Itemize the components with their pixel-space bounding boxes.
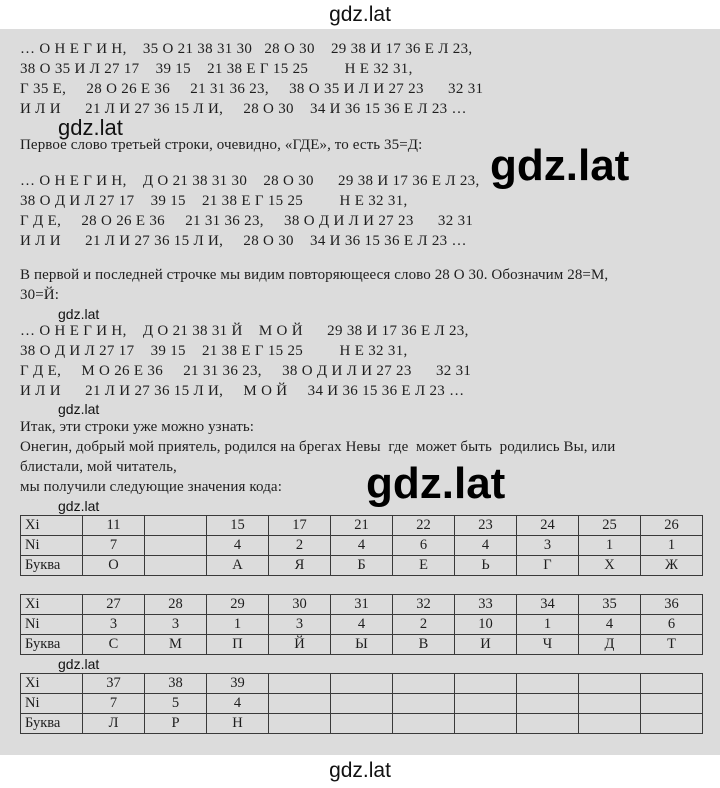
cell: 6: [393, 536, 455, 556]
code-line: И Л И 21 Л И 27 36 15 Л И, 28 О 30 34 И 36 15 36 Е Л 23 …: [20, 101, 467, 117]
table-row-xi: [21, 595, 703, 615]
cell: [641, 694, 703, 714]
cell: 4: [331, 536, 393, 556]
cell: [455, 714, 517, 734]
code-line: 38 О Д И Л 27 17 39 15 21 38 Е Г 15 25 Н Е 32 31,: [20, 193, 408, 209]
cell: 4: [579, 615, 641, 635]
cell: [517, 674, 579, 694]
cell: [517, 694, 579, 714]
row-header: Xi: [21, 595, 83, 615]
cell: 39: [207, 674, 269, 694]
watermark-label: gdz.lat: [58, 115, 123, 140]
cell: 33: [455, 595, 517, 615]
note-line: 30=Й:: [20, 287, 59, 303]
cell: 27: [83, 595, 145, 615]
cell: 38: [145, 674, 207, 694]
row-header: Буква: [21, 714, 83, 734]
table-row-letter: [21, 714, 703, 734]
cell: 22: [393, 516, 455, 536]
watermark-large: gdz.lat: [490, 141, 630, 190]
cell: О: [83, 556, 145, 576]
cell: Й: [269, 635, 331, 655]
cell: Р: [145, 714, 207, 734]
cell: 11: [83, 516, 145, 536]
cell: Я: [269, 556, 331, 576]
watermark-label: gdz.lat: [58, 498, 100, 514]
cell: 28: [145, 595, 207, 615]
cell: 4: [455, 536, 517, 556]
code-line: Г 35 Е, 28 О 26 Е 36 21 31 36 23, 38 О 35 И Л И 27 23 32 31: [20, 81, 484, 97]
cell: 3: [145, 615, 207, 635]
cell: 5: [145, 694, 207, 714]
cell: 2: [269, 536, 331, 556]
code-line: 38 О Д И Л 27 17 39 15 21 38 Е Г 15 25 Н Е 32 31,: [20, 343, 408, 359]
cell: [145, 536, 207, 556]
cell: [517, 714, 579, 734]
code-line: 38 О 35 И Л 27 17 39 15 21 38 Е Г 15 25 Н Е 32 31,: [20, 61, 413, 77]
cell: 1: [207, 615, 269, 635]
row-header: Ni: [21, 615, 83, 635]
cell: 35: [579, 595, 641, 615]
cell: 23: [455, 516, 517, 536]
cell: 37: [83, 674, 145, 694]
code-line: Г Д Е, 28 О 26 Е 36 21 31 36 23, 38 О Д И Л И 27 23 32 31: [20, 213, 474, 229]
cell: [145, 516, 207, 536]
cell: Г: [517, 556, 579, 576]
note-line: В первой и последней строчке мы видим повторяющееся слово 28 О 30. Обозначим 28=М,: [20, 267, 609, 283]
scanned-page: [0, 29, 720, 755]
code-line: И Л И 21 Л И 27 36 15 Л И, М О Й 34 И 36 15 36 Е Л 23 …: [20, 383, 465, 399]
code-table-2: [20, 594, 703, 655]
code-table-1: [20, 515, 703, 576]
code-table-3: [20, 673, 703, 734]
cell: 4: [331, 615, 393, 635]
cell: 4: [207, 536, 269, 556]
code-line: Г Д Е, М О 26 Е 36 21 31 36 23, 38 О Д И Л И 27 23 32 31: [20, 363, 472, 379]
row-header: Ni: [21, 694, 83, 714]
watermark-label: gdz.lat: [58, 401, 100, 417]
cell: [641, 714, 703, 734]
cell: Ы: [331, 635, 393, 655]
cell: Т: [641, 635, 703, 655]
watermark-bottom: gdz.lat: [329, 759, 391, 782]
note-line: Первое слово третьей строки, очевидно, «ГДЕ», то есть 35=Д:: [20, 137, 423, 153]
watermark-label: gdz.lat: [58, 306, 100, 322]
cell: 15: [207, 516, 269, 536]
cell: 36: [641, 595, 703, 615]
cell: 24: [517, 516, 579, 536]
code-line: И Л И 21 Л И 27 36 15 Л И, 28 О 30 34 И 36 15 36 Е Л 23 …: [20, 233, 467, 249]
cell: [393, 714, 455, 734]
cell: 3: [83, 615, 145, 635]
cell: [455, 694, 517, 714]
cell: [331, 694, 393, 714]
cell: 34: [517, 595, 579, 615]
cell: 32: [393, 595, 455, 615]
cell: 17: [269, 516, 331, 536]
cell: Б: [331, 556, 393, 576]
cell: 7: [83, 694, 145, 714]
row-header: Буква: [21, 556, 83, 576]
table-row-ni: [21, 615, 703, 635]
cell: Е: [393, 556, 455, 576]
cell: 29: [207, 595, 269, 615]
cell: [269, 714, 331, 734]
cell: 30: [269, 595, 331, 615]
cell: П: [207, 635, 269, 655]
row-header: Xi: [21, 674, 83, 694]
cell: М: [145, 635, 207, 655]
cell: Ь: [455, 556, 517, 576]
cell: 1: [641, 536, 703, 556]
cell: В: [393, 635, 455, 655]
cell: С: [83, 635, 145, 655]
cell: 3: [517, 536, 579, 556]
cell: [641, 674, 703, 694]
table-row-xi: [21, 674, 703, 694]
cell: 31: [331, 595, 393, 615]
cell: [393, 694, 455, 714]
cell: [145, 556, 207, 576]
cell: [331, 714, 393, 734]
cell: Ж: [641, 556, 703, 576]
cell: [331, 674, 393, 694]
row-header: Ni: [21, 536, 83, 556]
watermark-top: gdz.lat: [329, 3, 391, 26]
cell: Л: [83, 714, 145, 734]
cell: [269, 674, 331, 694]
conclusion-line: блистали, мой читатель,: [20, 459, 177, 475]
table-row-xi: [21, 516, 703, 536]
cell: Д: [579, 635, 641, 655]
cell: 6: [641, 615, 703, 635]
conclusion-line: Онегин, добрый мой приятель, родился на брегах Невы где может быть родились Вы, или: [20, 439, 616, 455]
table-row-ni: [21, 694, 703, 714]
cell: [579, 714, 641, 734]
cell: 10: [455, 615, 517, 635]
watermark-large: gdz.lat: [366, 459, 506, 508]
cell: Х: [579, 556, 641, 576]
conclusion-line: Итак, эти строки уже можно узнать:: [20, 419, 255, 435]
cell: Ч: [517, 635, 579, 655]
code-line: … О Н Е Г И Н, Д О 21 38 31 Й М О Й 29 38 И 17 36 Е Л 23,: [20, 323, 469, 339]
cell: [579, 694, 641, 714]
cell: 4: [207, 694, 269, 714]
cell: [455, 674, 517, 694]
row-header: Xi: [21, 516, 83, 536]
cell: [393, 674, 455, 694]
cell: 26: [641, 516, 703, 536]
cell: Н: [207, 714, 269, 734]
cell: 3: [269, 615, 331, 635]
cell: [269, 694, 331, 714]
conclusion-line: мы получили следующие значения кода:: [20, 479, 282, 495]
watermark-label: gdz.lat: [58, 656, 100, 672]
table-row-ni: [21, 536, 703, 556]
code-line: … О Н Е Г И Н, Д О 21 38 31 30 28 О 30 29 38 И 17 36 Е Л 23,: [20, 173, 480, 189]
table-row-letter: [21, 556, 703, 576]
table-row-letter: [21, 635, 703, 655]
cell: 7: [83, 536, 145, 556]
cell: И: [455, 635, 517, 655]
cell: 2: [393, 615, 455, 635]
cell: 1: [517, 615, 579, 635]
cell: А: [207, 556, 269, 576]
cell: 25: [579, 516, 641, 536]
cell: 1: [579, 536, 641, 556]
code-line: … О Н Е Г И Н, 35 О 21 38 31 30 28 О 30 29 38 И 17 36 Е Л 23,: [20, 41, 473, 57]
cell: [579, 674, 641, 694]
row-header: Буква: [21, 635, 83, 655]
cell: 21: [331, 516, 393, 536]
